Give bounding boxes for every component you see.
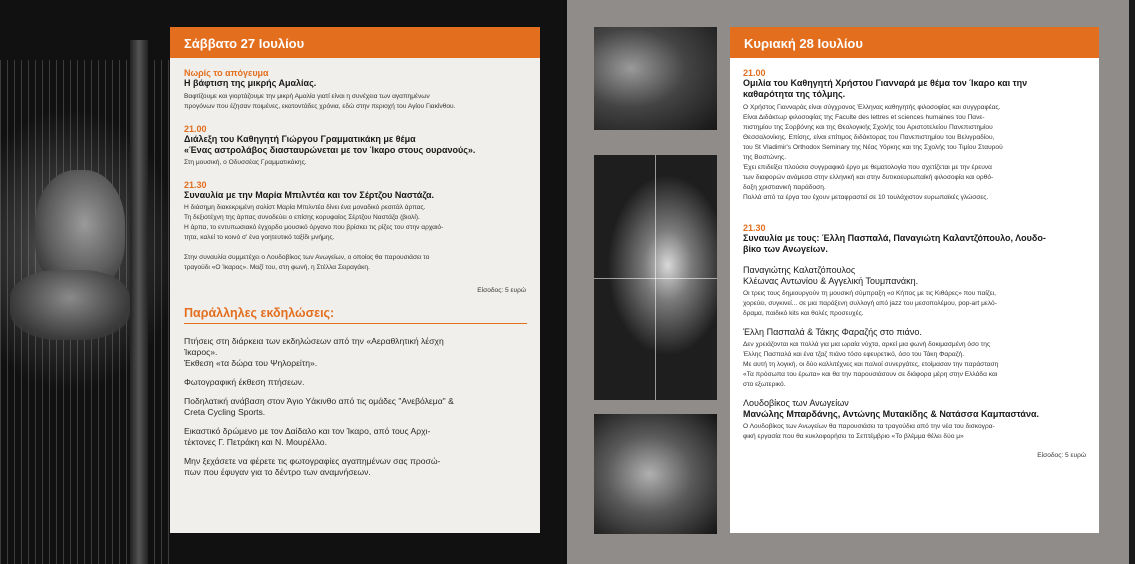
baptism-text-2: προγόνων που έζησαν ποιμένες, εκατοντάδες χρόνια, εδώ στην περιοχή του Αγίου Γιακίνθου.: [184, 103, 456, 110]
yannaras-bio-3: πιστημίου της Σορβόνης και της Θεολογικής Σχολής του Αριστοτελείου Πανεπιστημίου: [743, 124, 993, 131]
group2-text-4: «Τα πρόσωπα του έρωτα» και θα την παρουσιάσουν σε διάφορα μέρη στην Ελλάδα και: [743, 371, 998, 378]
group1-text-1: Οι τρεις τους δημιουργούν τη μουσική σύμπραξη «ο Κήπος με τις Κιθάρες» που παίζει,: [743, 290, 997, 297]
baptism-title: Η βάφτιση της μικρής Αμαλίας.: [184, 78, 317, 88]
group3-text-1: Ο Λουδοβίκος των Ανωγείων θα παρουσιάσει τα τραγούδια από την νέα του δισκογρα-: [743, 423, 995, 430]
sunday-entry-fee: Είσοδος: 5 ευρώ: [1037, 452, 1086, 459]
photo-grid-line-v: [655, 155, 656, 400]
sunday-time-2100: 21.00: [743, 68, 766, 78]
concert-text-4: τητα, καλεί το κοινό σ' ένα γοητευτικό ταξίδι μνήμης.: [184, 234, 335, 241]
group1-line1: Παναγιώτης Καλατζόπουλος: [743, 265, 856, 275]
yannaras-lecture-title-1: Ομιλία του Καθηγητή Χρήστου Γιανναρά με θέμα τον Ίκαρο και την: [743, 78, 1028, 88]
yannaras-bio-10: Πολλά από τα έργα του έχουν μεταφραστεί σε 10 τουλάχιστον ευρωπαϊκές γλώσσες.: [743, 194, 989, 201]
sunday-program-panel: [730, 27, 1099, 533]
saturday-header: Σάββατο 27 Ιουλίου: [170, 27, 540, 58]
concert-extra-1: Στην συναυλία συμμετέχει ο Λουδοβίκος των Ανωγείων, ο οποίος θα παρουσιάσει το: [184, 254, 430, 261]
sunday-time-2130: 21.30: [743, 223, 766, 233]
group2-text-3: Με αυτή τη λογική, οι δύο καλλιτέχνες και παλιοί συνεργάτες, ετοίμασαν την παράσταση: [743, 361, 999, 368]
parallel-events-title: Παράλληλες εκδηλώσεις:: [184, 306, 527, 324]
parallel-item-art: [184, 426, 526, 448]
sunday-concert-title-1: Συναυλία με τους: Έλλη Πασπαλά, Παναγιώτη Καλαντζόπουλο, Λουδο-: [743, 233, 1046, 243]
time-2130: 21.30: [184, 180, 207, 190]
yannaras-bio-8: των διαφορών ανάμεσα στην ελληνική και στην δυτικοευρωπαϊκή φιλοσοφία και ορθό-: [743, 174, 994, 181]
parallel-item-photo-exhibition: Φωτογραφική έκθεση πτήσεων.: [184, 377, 305, 387]
parallel-item-flights: [184, 336, 526, 358]
parallel-item-art-line2: τέκτονες Γ. Πετράκη και Ν. Μουρέλλο.: [184, 437, 327, 447]
page-edge: [1129, 0, 1135, 564]
parallel-item-art-line1: Εικαστικό δρώμενο με τον Δαίδαλο και τον Ίκαρο, από τους Αρχι-: [184, 426, 431, 436]
parallel-item-photos-line1: Μην ξεχάσετε να φέρετε τις φωτογραφίες αγαπημένων σας προσώ-: [184, 456, 441, 466]
saturday-program-panel: [170, 27, 540, 533]
saturday-entry-fee: Είσοδος: 5 ευρώ: [477, 287, 526, 294]
yannaras-bio-5: του St Vladimir's Orthodox Seminary της Νέας Υόρκης και της Σχολής του Τιμίου Σταυρού: [743, 144, 1003, 151]
lecture-music-text: Στη μουσική, ο Οδυσσέας Γραμματικάκης.: [184, 159, 307, 166]
harpist-hands: [10, 270, 130, 340]
group3-line2: Μανώλης Μπαρδάνης, Αντώνης Μυτακίδης & Νατάσσα Καμπαστάνα.: [743, 409, 1039, 419]
parallel-item-photos-line2: πων που έφυγαν για το δέντρο των αναμνήσεων.: [184, 467, 371, 477]
concert-text-3: Η άρπα, το εντυπωσιακό έγχορδο μουσικό όργανο που βρίσκει τις ρίζες του στην αρχαιό-: [184, 224, 444, 231]
yannaras-lecture-title-2: καθαρότητα της τόλμης.: [743, 89, 846, 99]
yannaras-bio-9: δοξη χριστιανική παράδοση.: [743, 184, 826, 191]
group2-title: Έλλη Πασπαλά & Τάκης Φαραζής στο πιάνο.: [743, 327, 922, 337]
parallel-item-flights-line1: Πτήσεις στη διάρκεια των εκδηλώσεων από την «Αεραθλητική λέσχη: [184, 336, 444, 346]
group1-text-2: χορεύει, συγκινεί... σε μια παράξενη συλλογή από jazz του μεσοπολέμου, pop-art μελό-: [743, 300, 997, 307]
yannaras-bio-6: της Βοστώνης.: [743, 154, 787, 161]
parallel-item-cycling-line1: Ποδηλατική ανάβαση στον Άγιο Υάκινθο από τις ομάδες "Ανεβόλεμα" &: [184, 396, 454, 406]
group1-line2: Κλέωνας Αντωνίου & Αγγελική Τουμπανάκη.: [743, 276, 919, 286]
parallel-item-cycling: [184, 396, 526, 418]
group2-text-1: Δεν χρειάζονται και πολλά για μια ωραία νύχτα, αρκεί μια φωνή δοκιμασμένη όσο της: [743, 341, 991, 348]
guitar-trio-photo: [594, 27, 717, 130]
group2-text-5: στο εξωτερικό.: [743, 381, 786, 388]
sunday-header: Κυριακή 28 Ιουλίου: [730, 27, 1099, 58]
concert-text-2: Τη δεξιοτέχνη της άρπας συνοδεύει ο επίσης κορυφαίος Σέρτζου Ναστάζα (βιολί).: [184, 214, 420, 221]
parallel-item-exhibition: Έκθεση «τα δώρα του Ψηλορείτη».: [184, 358, 318, 368]
group3-line1: Λουδοβίκος των Ανωγείων: [743, 398, 849, 408]
parallel-item-flights-line2: Ίκαρος».: [184, 347, 218, 357]
concert-title: Συναυλία με την Μαρία Μπιλντέα και τον Σέρτζου Ναστάζα.: [184, 190, 434, 200]
lecture-title-2: «Ένας αστρολάβος διασταυρώνεται με τον Ίκαρο στους ουρανούς».: [184, 145, 476, 155]
parallel-item-photos-reminder: [184, 456, 526, 478]
early-afternoon-label: Νωρίς το απόγευμα: [184, 68, 269, 78]
yannaras-bio-1: Ο Χρήστος Γιανναράς είναι σύγχρονος Έλληνας καθηγητής φιλοσοφίας και συγγραφέας.: [743, 104, 1001, 111]
baptism-text-1: Βαφτίζουμε και γιορτάζουμε την μικρή Αμαλία γιατί είναι η συνέχεια των αγαπημένων: [184, 93, 430, 100]
sunday-concert-title-2: βίκο των Ανωγείων.: [743, 244, 828, 254]
yannaras-bio-2: Είναι Διδάκτωρ φιλοσοφίας της Faculte des lettres et sciences humaines του Πανε-: [743, 114, 985, 121]
harp-frame: [130, 40, 148, 564]
concert-text-1: Η διάσημη διακεκριμένη σολίστ Μαρία Μπιλντέα δίνει ένα μοναδικό ρεσιτάλ άρπας.: [184, 204, 426, 211]
time-2100: 21.00: [184, 124, 207, 134]
group2-text-2: Έλλης Πασπαλά και ένα τζαζ πιάνο τόσο εφευρετικό, όσο του Τάκη Φαραζή.: [743, 351, 965, 358]
lecture-title-1: Διάλεξη του Καθηγητή Γιώργου Γραμματικάκη με θέμα: [184, 134, 416, 144]
musician-lute-photo: [594, 414, 717, 534]
group3-text-2: φική εργασία που θα κυκλοφορήσει το Σεπτέμβριο «Το βλέμμα θέλει δύο μ»: [743, 433, 964, 440]
concert-extra-2: τραγούδι «Ο Ίκαρος». Μαζί του, στη φωνή, η Στέλλα Σειραγάκη.: [184, 264, 370, 271]
yannaras-bio-7: Έχει επιδείξει πλούσιο συγγραφικό έργο με θεματολογία που σχετίζεται με την έρευνα: [743, 164, 992, 171]
group1-text-3: δραμα, παιδικό kits και θολές προσευχές.: [743, 310, 864, 317]
yannaras-bio-4: Θεσσαλονίκης. Επίσης, είναι επίτιμος διδάκτορας του Πανεπιστημίου του Βελιγραδίου,: [743, 134, 995, 141]
parallel-item-cycling-line2: Creta Cycling Sports.: [184, 407, 266, 417]
